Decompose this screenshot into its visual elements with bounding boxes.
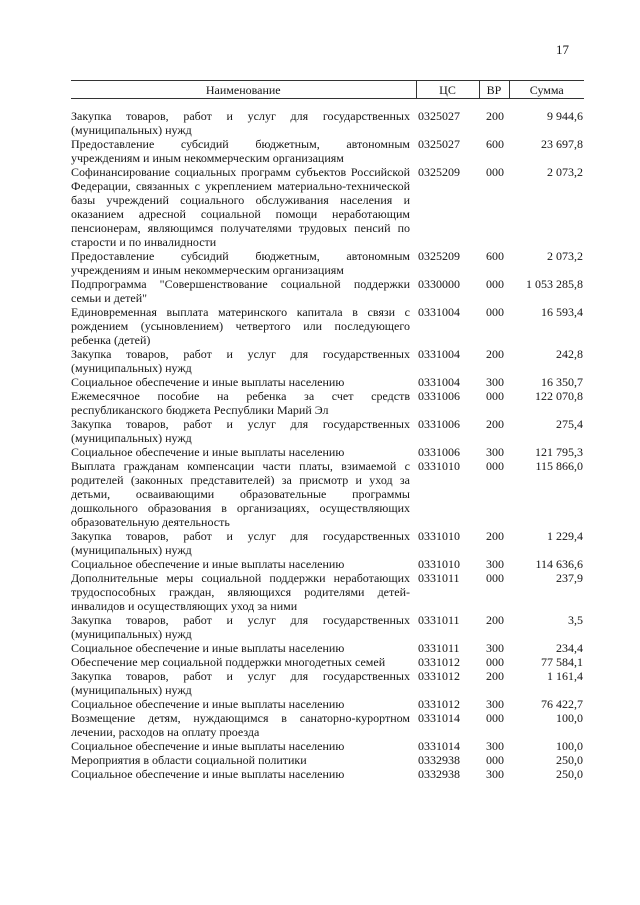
row-sum-cell: 1 229,4 [547, 529, 583, 543]
column-header-vr: ВР [479, 81, 509, 99]
row-cs-cell: 0331012 [418, 655, 460, 669]
row-vr-cell: 000 [486, 277, 504, 291]
row-cs-cell: 0331014 [418, 711, 460, 725]
table-row [71, 375, 584, 389]
table-row [71, 99, 584, 138]
row-cs-cell: 0331010 [418, 459, 460, 473]
row-vr-cell: 600 [486, 249, 504, 263]
row-sum-cell: 242,8 [556, 347, 583, 361]
row-name-cell: Выплата гражданам компенсации части платы, взимаемой с родителей (законных представителей) за присмотр и уход за детьми, осваивающими образовательные программы дошкольного образования в организациях, осуществляющих образовательную деятельность [71, 459, 410, 529]
table-row [71, 613, 584, 641]
row-cs-cell: 0331011 [418, 571, 460, 585]
row-cs-cell: 0331004 [418, 305, 460, 319]
row-sum-cell: 100,0 [556, 739, 583, 753]
row-name-cell: Закупка товаров, работ и услуг для государственных (муниципальных) нужд [71, 613, 410, 641]
row-cs-cell: 0331014 [418, 739, 460, 753]
table-row [71, 417, 584, 445]
row-cs-cell: 0325027 [418, 109, 460, 123]
row-name-cell: Ежемесячное пособие на ребенка за счет средств республиканского бюджета Республики Марий Эл [71, 389, 410, 417]
row-cs-cell: 0331006 [418, 445, 460, 459]
row-cs-cell: 0332938 [418, 753, 460, 767]
table-row [71, 459, 584, 529]
row-sum-cell: 76 422,7 [541, 697, 583, 711]
row-name-cell: Предоставление субсидий бюджетным, автономным учреждениям и иным некоммерческим организациям [71, 137, 410, 165]
row-name-cell: Закупка товаров, работ и услуг для государственных (муниципальных) нужд [71, 109, 410, 137]
row-vr-cell: 200 [486, 669, 504, 683]
row-vr-cell: 200 [486, 417, 504, 431]
row-name-cell: Обеспечение мер социальной поддержки многодетных семей [71, 655, 386, 669]
table-row [71, 655, 584, 669]
table-body [71, 99, 584, 782]
row-cs-cell: 0331010 [418, 529, 460, 543]
row-sum-cell: 2 073,2 [547, 165, 583, 179]
row-name-cell: Социальное обеспечение и иные выплаты населению [71, 767, 345, 781]
row-cs-cell: 0325027 [418, 137, 460, 151]
row-cs-cell: 0331006 [418, 389, 460, 403]
table-row [71, 165, 584, 249]
row-name-cell: Единовременная выплата материнского капитала в связи с рождением (усыновлением) четвертого или последующего ребенка (детей) [71, 305, 410, 347]
row-sum-cell: 1 161,4 [547, 669, 583, 683]
row-sum-cell: 1 053 285,8 [526, 277, 583, 291]
row-name-cell: Социальное обеспечение и иные выплаты населению [71, 641, 345, 655]
row-cs-cell: 0331006 [418, 417, 460, 431]
page-number: 17 [556, 42, 569, 57]
row-sum-cell: 234,4 [556, 641, 583, 655]
row-name-cell: Возмещение детям, нуждающимся в санаторно-курортном лечении, расходов на оплату проезда [71, 711, 410, 739]
row-cs-cell: 0325209 [418, 165, 460, 179]
row-cs-cell: 0325209 [418, 249, 460, 263]
table-row [71, 711, 584, 739]
row-vr-cell: 300 [486, 445, 504, 459]
row-cs-cell: 0331010 [418, 557, 460, 571]
row-name-cell: Социальное обеспечение и иные выплаты населению [71, 697, 345, 711]
row-sum-cell: 9 944,6 [547, 109, 583, 123]
row-vr-cell: 600 [486, 137, 504, 151]
row-vr-cell: 300 [486, 767, 504, 781]
row-vr-cell: 000 [486, 655, 504, 669]
row-name-cell: Социальное обеспечение и иные выплаты населению [71, 557, 345, 571]
row-name-cell: Социальное обеспечение и иные выплаты населению [71, 375, 345, 389]
row-cs-cell: 0332938 [418, 767, 460, 781]
row-vr-cell: 000 [486, 165, 504, 179]
row-sum-cell: 250,0 [556, 767, 583, 781]
table-row [71, 249, 584, 277]
row-vr-cell: 000 [486, 459, 504, 473]
row-cs-cell: 0330000 [418, 277, 460, 291]
budget-table [71, 80, 584, 781]
table-row [71, 767, 584, 781]
row-cs-cell: 0331004 [418, 375, 460, 389]
table-row [71, 641, 584, 655]
table-row [71, 739, 584, 753]
row-sum-cell: 16 593,4 [541, 305, 583, 319]
row-sum-cell: 115 866,0 [535, 459, 583, 473]
table-row [71, 445, 584, 459]
row-sum-cell: 16 350,7 [541, 375, 583, 389]
table-row [71, 669, 584, 697]
row-vr-cell: 200 [486, 613, 504, 627]
table-row [71, 277, 584, 305]
row-name-cell: Предоставление субсидий бюджетным, автономным учреждениям и иным некоммерческим организациям [71, 249, 410, 277]
row-name-cell: Закупка товаров, работ и услуг для государственных (муниципальных) нужд [71, 347, 410, 375]
row-cs-cell: 0331004 [418, 347, 460, 361]
row-name-cell: Софинансирование социальных программ субъектов Российской Федерации, связанных с укреплением материально-технической базы учреждений социального обслуживания населения и оказанием адресной социальной помощи неработающим пенсионерам, являющимся получателями трудовых пенсий по старости и по инвалидности [71, 165, 410, 249]
table-header [71, 81, 584, 99]
table-row [71, 137, 584, 165]
row-cs-cell: 0331011 [418, 641, 460, 655]
row-name-cell: Социальное обеспечение и иные выплаты населению [71, 739, 345, 753]
table-row [71, 557, 584, 571]
row-vr-cell: 300 [486, 641, 504, 655]
row-name-cell: Мероприятия в области социальной политики [71, 753, 307, 767]
row-vr-cell: 300 [486, 375, 504, 389]
row-name-cell: Социальное обеспечение и иные выплаты населению [71, 445, 345, 459]
row-name-cell: Подпрограмма "Совершенствование социальной поддержки семьи и детей" [71, 277, 410, 305]
column-header-name: Наименование [71, 81, 416, 99]
table-row [71, 347, 584, 375]
row-vr-cell: 300 [486, 557, 504, 571]
row-sum-cell: 275,4 [556, 417, 583, 431]
row-name-cell: Закупка товаров, работ и услуг для государственных (муниципальных) нужд [71, 529, 410, 557]
table-row [71, 571, 584, 613]
row-sum-cell: 121 795,3 [535, 445, 583, 459]
row-vr-cell: 000 [486, 571, 504, 585]
row-sum-cell: 77 584,1 [541, 655, 583, 669]
row-vr-cell: 000 [486, 711, 504, 725]
row-name-cell: Закупка товаров, работ и услуг для государственных (муниципальных) нужд [71, 669, 410, 697]
row-sum-cell: 100,0 [556, 711, 583, 725]
row-cs-cell: 0331012 [418, 697, 460, 711]
column-header-sum: Сумма [509, 81, 584, 99]
row-vr-cell: 000 [486, 389, 504, 403]
row-sum-cell: 122 070,8 [535, 389, 583, 403]
row-cs-cell: 0331012 [418, 669, 460, 683]
row-sum-cell: 2 073,2 [547, 249, 583, 263]
table-row [71, 389, 584, 417]
row-sum-cell: 237,9 [556, 571, 583, 585]
table-row [71, 305, 584, 347]
row-vr-cell: 300 [486, 697, 504, 711]
row-name-cell: Закупка товаров, работ и услуг для государственных (муниципальных) нужд [71, 417, 410, 445]
row-vr-cell: 200 [486, 347, 504, 361]
row-vr-cell: 000 [486, 753, 504, 767]
column-header-cs: ЦС [416, 81, 479, 99]
row-cs-cell: 0331011 [418, 613, 460, 627]
row-vr-cell: 200 [486, 529, 504, 543]
table-row [71, 697, 584, 711]
row-sum-cell: 3,5 [568, 613, 583, 627]
table-row [71, 529, 584, 557]
table-row [71, 753, 584, 767]
row-sum-cell: 250,0 [556, 753, 583, 767]
row-vr-cell: 000 [486, 305, 504, 319]
row-sum-cell: 114 636,6 [535, 557, 583, 571]
row-vr-cell: 200 [486, 109, 504, 123]
row-sum-cell: 23 697,8 [541, 137, 583, 151]
row-vr-cell: 300 [486, 739, 504, 753]
row-name-cell: Дополнительные меры социальной поддержки неработающих трудоспособных граждан, являющихся родителями детей-инвалидов и осуществляющих уход за ними [71, 571, 410, 613]
